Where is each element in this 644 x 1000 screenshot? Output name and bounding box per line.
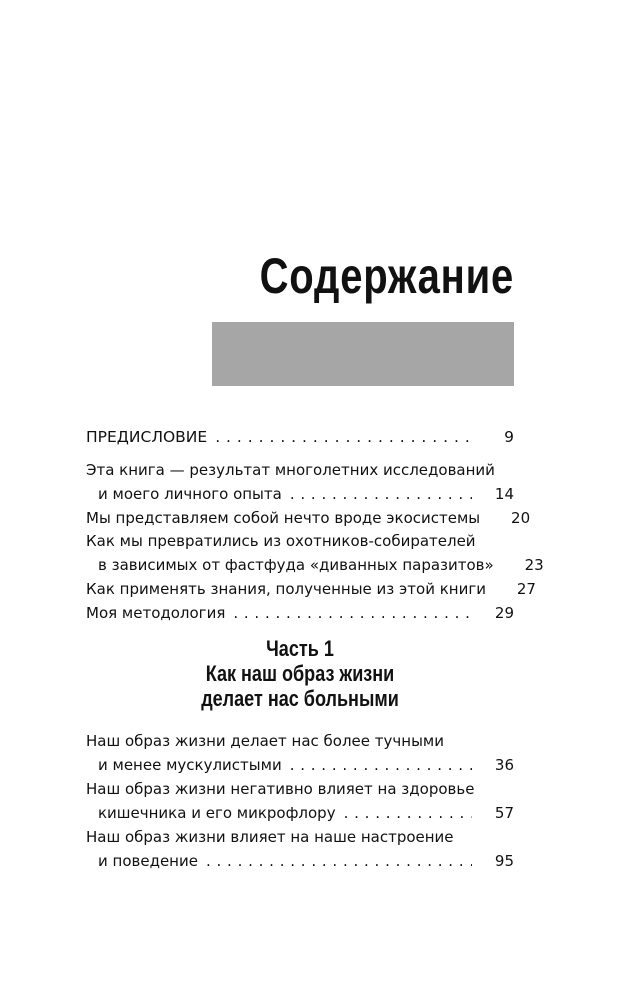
toc-entry-text: Наш образ жизни влияет на наше настроение (86, 828, 454, 846)
toc-entry-text: кишечника и его микрофлору (98, 804, 336, 822)
toc-entry (86, 506, 531, 530)
toc-entry (86, 825, 514, 873)
toc-page-number: 95 (494, 852, 514, 870)
toc-page-number: 20 (511, 509, 531, 527)
toc-entry-text: Моя методология (86, 604, 226, 622)
part-title-line: делает нас больными (201, 686, 399, 711)
toc-entry-text: Как мы превратились из охотников-собирателей (86, 532, 476, 550)
toc-entry-text: Эта книга — результат многолетних исследований (86, 461, 495, 479)
part-label: Часть 1 (266, 636, 334, 661)
toc-page-number: 27 (516, 580, 536, 598)
toc-entry (86, 458, 514, 506)
toc-entry-text: Наш образ жизни негативно влияет на здоровье (86, 780, 475, 798)
toc-entry (86, 601, 514, 625)
toc-entry (86, 777, 514, 825)
toc-page-number: 14 (494, 485, 514, 503)
title-decor-bar (212, 322, 514, 386)
toc-page-number: 9 (504, 428, 514, 446)
dot-leader (290, 482, 472, 506)
toc-entry-text: в зависимых от фастфуда «диванных паразитов» (98, 556, 494, 574)
toc-page-number: 29 (494, 604, 514, 622)
toc-page-number: 36 (494, 756, 514, 774)
part-heading (86, 636, 514, 711)
toc-page-number: 57 (494, 804, 514, 822)
part-title-line: Как наш образ жизни (205, 661, 395, 686)
toc-entry (86, 729, 514, 777)
toc-entry-text: Мы представляем собой нечто вроде экосистемы (86, 509, 481, 527)
toc-entry-text: и поведение (98, 852, 198, 870)
dot-leader (290, 753, 472, 777)
toc-entry-preface (86, 425, 514, 449)
toc-entry-text: и моего личного опыта (98, 485, 282, 503)
page-title: Содержание (259, 248, 514, 304)
toc-entry-text: Наш образ жизни делает нас более тучными (86, 732, 444, 750)
toc-entry-text: и менее мускулистыми (98, 756, 282, 774)
toc-entry-text: ПРЕДИСЛОВИЕ (86, 428, 208, 446)
dot-leader (233, 601, 472, 625)
dot-leader (206, 849, 472, 873)
dot-leader (215, 425, 472, 449)
dot-leader (344, 801, 472, 825)
toc-page-number: 23 (524, 556, 544, 574)
toc-entry (86, 577, 536, 601)
toc-entry (86, 529, 544, 577)
toc-entry-text: Как применять знания, полученные из этой книги (86, 580, 486, 598)
